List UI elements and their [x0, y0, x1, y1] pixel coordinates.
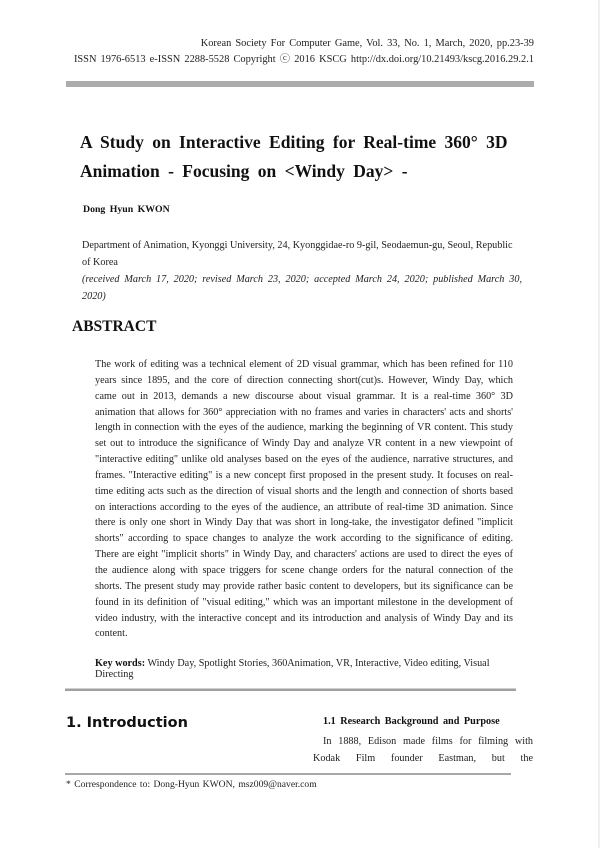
introduction-text: In 1888, Edison made films for filming with Kodak Film founder Eastman, but the — [313, 736, 533, 764]
header-rule — [66, 81, 534, 87]
correspondence-footnote: * Correspondence to: Dong-Hyun KWON, msz009@naver.com — [66, 779, 317, 790]
abstract-heading: ABSTRACT — [72, 318, 157, 335]
journal-citation: Korean Society For Computer Game, Vol. 33, No. 1, March, 2020, pp.23-39 — [200, 38, 534, 49]
author-name: Dong Hyun KWON — [83, 204, 170, 215]
issn-doi-line: ISSN 1976-6513 e-ISSN 2288-5528 Copyright ⓒ 2016 KSCG http://dx.doi.org/10.21493/kscg.2016.29.2.1 — [73, 54, 534, 65]
journal-header — [74, 36, 534, 68]
affiliation: Department of Animation, Kyonggi University, 24, Kyonggidae-ro 9-gil, Seodaemun-gu, Seoul, Republic of Korea — [82, 240, 513, 268]
section-divider — [65, 688, 516, 691]
publication-dates: (received March 17, 2020; revised March 23, 2020; accepted March 24, 2020; published March 30, 2020) — [82, 274, 522, 302]
subsection-heading: 1.1 Research Background and Purpose — [323, 716, 500, 727]
abstract-body: The work of editing was a technical element of 2D visual grammar, which has been refined for 110 years since 1895, and the core of direction connecting short(cut)s. However, Windy Day, which came out in 2013, demands a new discourse about visual grammar. It is a real-time 360° 3D animation that allows for 360° appreciation with no frames and varies in characters' acts and shorts' length in connection with the eyes of the audience, marking the beginning of VR content. This study set out to introduce the significance of Windy Day and analyze VR content in a new viewpoint of "interactive editing" unlike old analyses based on the eyes of the audience, narrative structures, and frames. "Interactive editing" is a new concept first proposed in the present study. It focuses on real-time editing acts such as the direction of visual shorts and the length and connection of shorts based on interactions according to the eyes of the audience, an attribute of real-time 3D animation. Since there is only one short in Windy Day that was short in long-take, the investigator defined "implicit shorts" according to space changes to analyze the work according to the significance of editing. There are eight "implicit shorts" in Windy Day, and characters' actions are used to direct the eyes of the audience along with space triggers for scene change orders for the natural connection of the shorts. The present study may provide rather basic content to developers, but its significance can be found in its definition of "visual editing," which was an important milestone in the development of video industry, with the interactive concept and its introduction and analysis of Windy Day and its content. — [95, 359, 513, 640]
affiliation-block — [82, 237, 522, 305]
keywords-label: Key words: — [95, 658, 146, 669]
keywords — [95, 658, 525, 680]
paper-title: A Study on Interactive Editing for Real-time 360° 3D Animation - Focusing on <Windy Day> - — [80, 132, 508, 181]
footnote-rule — [65, 773, 511, 775]
keywords-value: Windy Day, Spotlight Stories, 360Animation, VR, Interactive, Video editing, Visual Directing — [95, 658, 490, 680]
introduction-heading: 1. Introduction — [66, 715, 188, 731]
